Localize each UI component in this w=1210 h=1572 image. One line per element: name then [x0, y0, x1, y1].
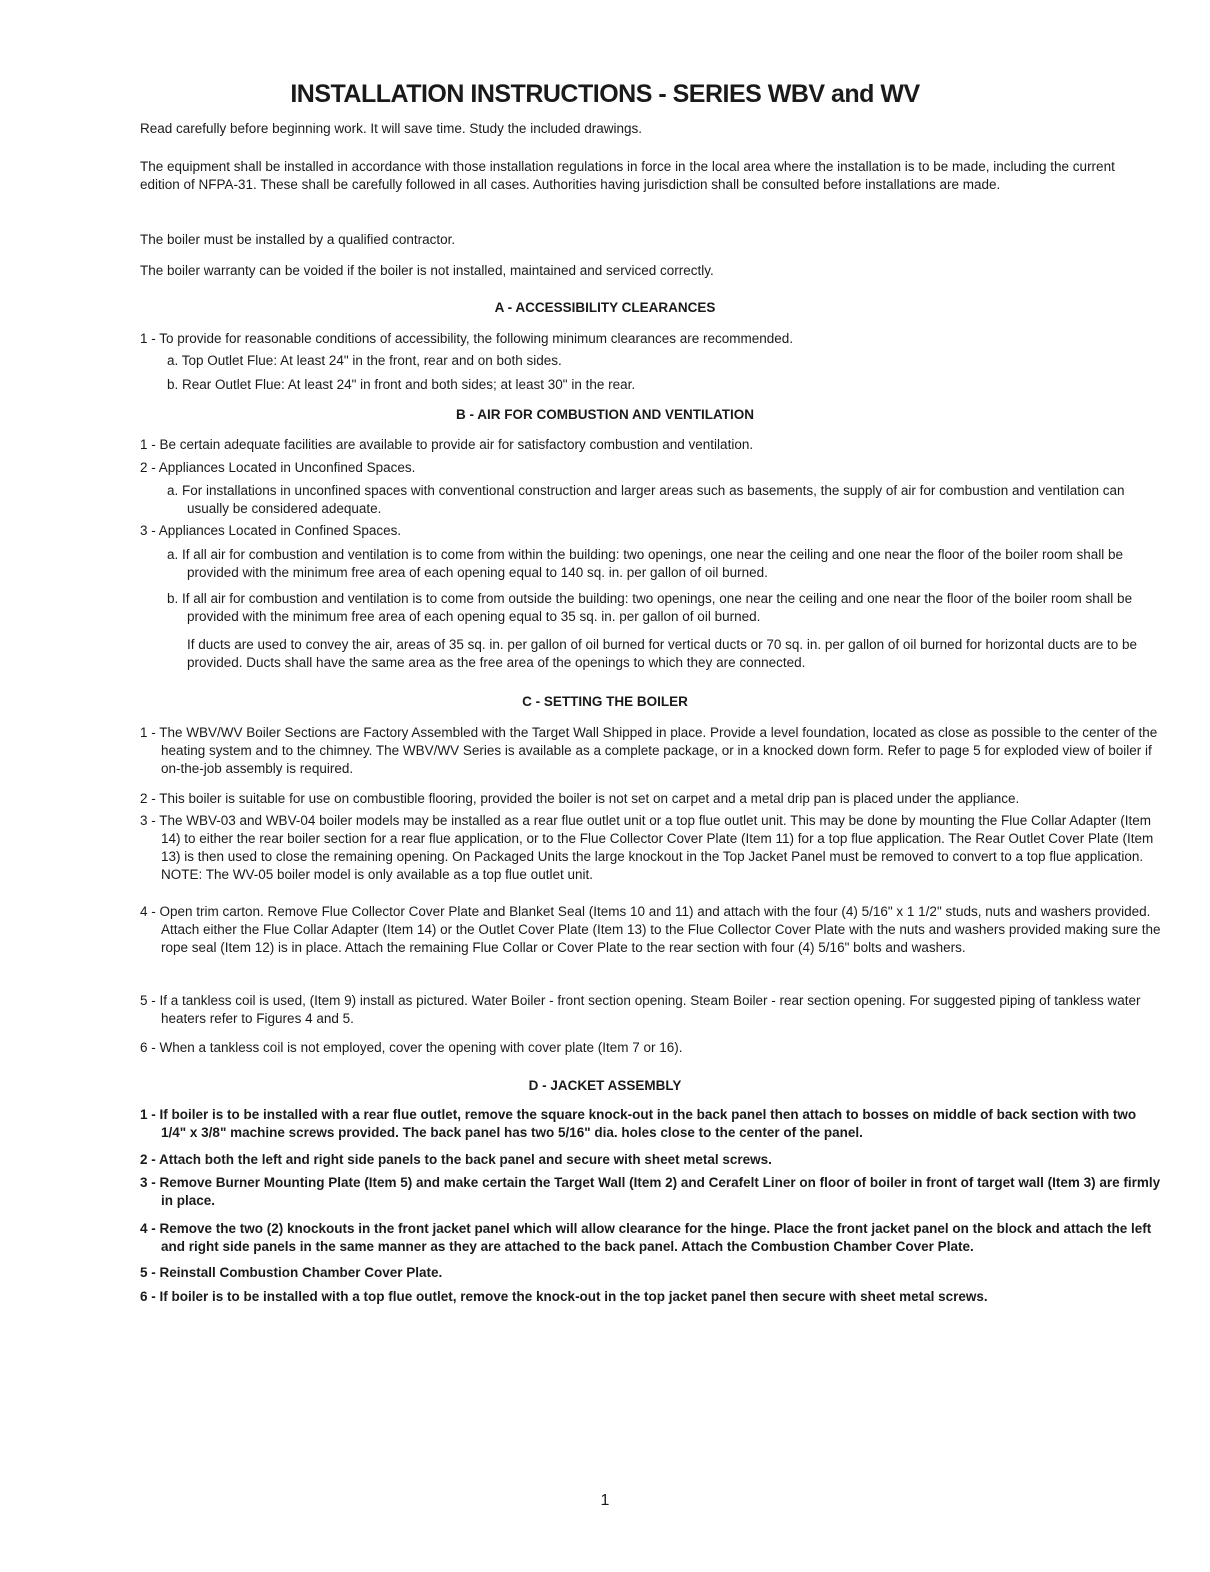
intro-regulations: The equipment shall be installed in accordance with those installation regulations in force in the local area where the installation is to be made, including the current edition of NFPA-31. These shall be carefully followed in all cases. Authorities having jurisdiction shall be consulted before installations are made. [140, 159, 1115, 192]
section-a-heading: A - ACCESSIBILITY CLEARANCES [494, 300, 716, 315]
intro-warranty: The boiler warranty can be voided if the boiler is not installed, maintained and serviced correctly. [140, 263, 714, 278]
section-c-item-4: 4 - Open trim carton. Remove Flue Collector Cover Plate and Blanket Seal (Items 10 and 11) and attach with the four (4) 5/16" x 1 1/2" studs, nuts and washers provided. Attach either the Flue Collar Adapter (Item 14) or the Outlet Cover Plate (Item 13) to the Flue Collector Cover Plate with the nuts and washers provided making sure the rope seal (Item 12) is in place. Attach the remaining Flue Collar or Cover Plate to the rear section with four (4) 5/16" bolts and washers. [140, 904, 1161, 955]
intro-read-carefully: Read carefully before beginning work. It will save time. Study the included drawings. [140, 121, 643, 136]
section-d-item-6: 6 - If boiler is to be installed with a top flue outlet, remove the knock-out in the top jacket panel then secure with sheet metal screws. [140, 1289, 988, 1304]
section-c-item-1: 1 - The WBV/WV Boiler Sections are Factory Assembled with the Target Wall Shipped in place. Provide a level foundation, located as close as possible to the center of the heating system and to the chimney. The WBV/WV Series is available as a complete package, or in a knocked down form. Refer to page 5 for exploded view of boiler if on-the-job assembly is required. [140, 725, 1158, 776]
section-d-item-3: 3 - Remove Burner Mounting Plate (Item 5) and make certain the Target Wall (Item 2) and Cerafelt Liner on floor of boiler in front of target wall (Item 3) are firmly in place. [140, 1175, 1161, 1208]
section-b-item-2a: a. For installations in unconfined spaces with conventional construction and larger areas such as basements, the supply of air for combustion and ventilation can usually be considered adequate. [167, 483, 1125, 516]
section-d-heading: D - JACKET ASSEMBLY [528, 1078, 682, 1093]
intro-qualified-contractor: The boiler must be installed by a qualified contractor. [140, 232, 456, 247]
section-b-item-2: 2 - Appliances Located in Unconfined Spaces. [140, 460, 416, 475]
section-c-item-2: 2 - This boiler is suitable for use on combustible flooring, provided the boiler is not set on carpet and a metal drip pan is placed under the appliance. [140, 791, 1020, 806]
section-d-item-2: 2 - Attach both the left and right side panels to the back panel and secure with sheet metal screws. [140, 1152, 772, 1167]
section-c-item-6: 6 - When a tankless coil is not employed, cover the opening with cover plate (Item 7 or 16). [140, 1040, 683, 1055]
section-c-item-5: 5 - If a tankless coil is used, (Item 9) install as pictured. Water Boiler - front section opening. Steam Boiler - rear section opening. For suggested piping of tankless water heaters refer to Figures 4 and 5. [140, 993, 1141, 1026]
section-d-item-1: 1 - If boiler is to be installed with a rear flue outlet, remove the square knock-out in the back panel then attach to bosses on middle of back section with two 1/4" x 3/8" machine screws provided. The back panel has two 5/16" dia. holes close to the center of the panel. [140, 1107, 1137, 1140]
section-b-item-3b: b. If all air for combustion and ventilation is to come from outside the building: two openings, one near the ceiling and one near the floor of the boiler room shall be provided with the minimum free area of each opening equal to 35 sq. in. per gallon of oil burned. [167, 591, 1133, 624]
section-a-item-1: 1 - To provide for reasonable conditions of accessibility, the following minimum clearances are recommended. [140, 331, 794, 346]
section-a-item-1a: a. Top Outlet Flue: At least 24" in the front, rear and on both sides. [167, 353, 562, 368]
section-b-item-1: 1 - Be certain adequate facilities are available to provide air for satisfactory combustion and ventilation. [140, 437, 754, 452]
section-d-item-4: 4 - Remove the two (2) knockouts in the front jacket panel which will allow clearance for the hinge. Place the front jacket panel on the block and attach the left and right side panels in the same manner as they are attached to the back panel. Attach the Combustion Chamber Cover Plate. [140, 1221, 1152, 1254]
section-b-item-3: 3 - Appliances Located in Confined Spaces. [140, 523, 402, 538]
section-c-item-3: 3 - The WBV-03 and WBV-04 boiler models may be installed as a rear flue outlet unit or a top flue outlet unit. This may be done by mounting the Flue Collar Adapter (Item 14) to either the rear boiler section for a rear flue application, or to the Flue Collector Cover Plate (Item 11) for a top flue application. The Rear Outlet Cover Plate (Item 13) is then used to close the remaining opening. On Packaged Units the large knockout in the Top Jacket Panel must be removed to convert to a top flue application. NOTE: The WV-05 boiler model is only available as a top flue outlet unit. [140, 813, 1154, 882]
section-d-item-5: 5 - Reinstall Combustion Chamber Cover Plate. [140, 1265, 443, 1280]
section-a-item-1b: b. Rear Outlet Flue: At least 24" in front and both sides; at least 30" in the rear. [167, 377, 636, 392]
section-c-heading: C - SETTING THE BOILER [522, 694, 688, 709]
section-b-item-3a: a. If all air for combustion and ventilation is to come from within the building: two openings, one near the ceiling and one near the floor of the boiler room shall be provided with the minimum free area of each opening equal to 140 sq. in. per gallon of oil burned. [167, 547, 1124, 580]
page-number: 1 [600, 1492, 610, 1509]
section-b-item-3b-note: If ducts are used to convey the air, areas of 35 sq. in. per gallon of oil burned for vertical ducts or 70 sq. in. per gallon of oil burned for horizontal ducts are to be provided. Ducts shall have the same area as the free area of the openings to which they are connected. [187, 637, 1138, 670]
page-title: INSTALLATION INSTRUCTIONS - SERIES WBV and WV [290, 80, 920, 108]
section-b-heading: B - AIR FOR COMBUSTION AND VENTILATION [456, 407, 754, 422]
